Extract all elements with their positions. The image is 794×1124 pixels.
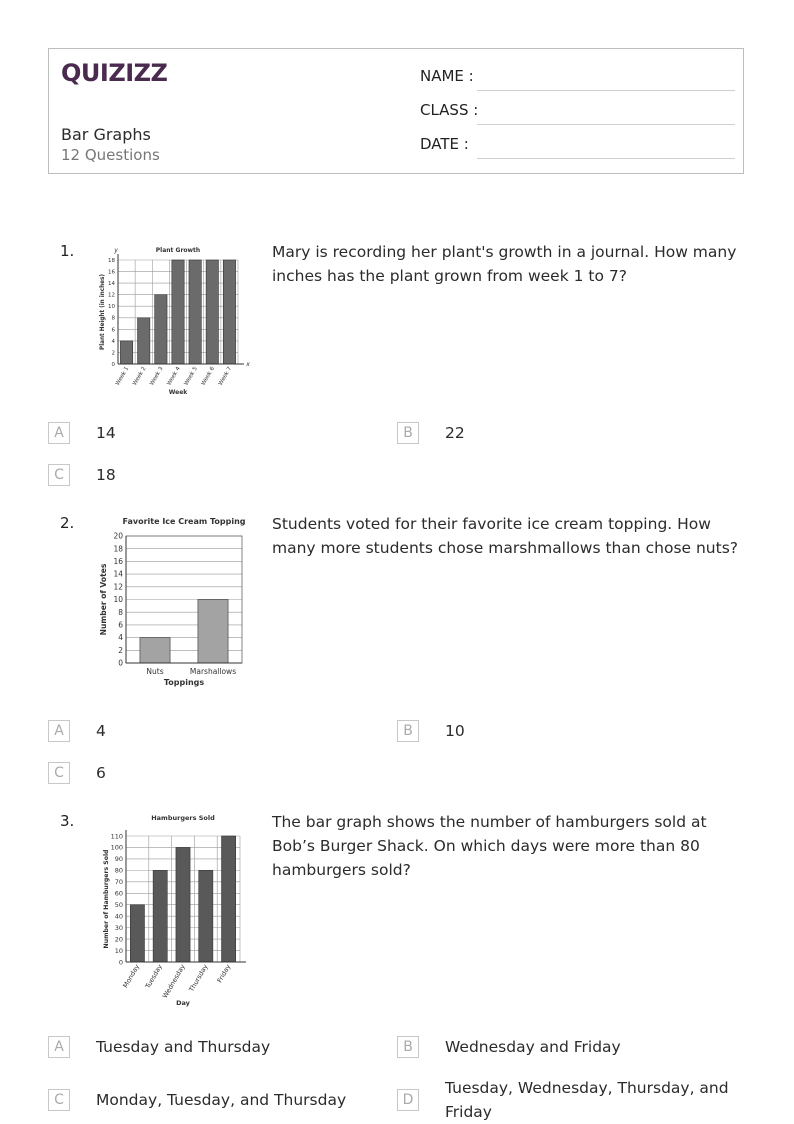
hamburgers-sold-chart [98, 808, 258, 1013]
bar [120, 341, 132, 364]
name-line [477, 90, 735, 91]
x-tick-label: Nuts [146, 667, 164, 676]
x-tick-label: Week 7 [217, 366, 234, 387]
bar [223, 260, 235, 364]
bar [172, 260, 184, 364]
option-c-text[interactable]: 6 [96, 764, 106, 782]
ice-cream-topping-chart [96, 512, 256, 692]
y-tick-label: 70 [114, 878, 123, 887]
option-a-text[interactable]: 4 [96, 722, 106, 740]
x-tick-label: Tuesday [143, 963, 164, 990]
x-tick-label: Friday [215, 963, 233, 985]
option-d-box[interactable]: D [397, 1089, 419, 1111]
y-tick-label: 8 [111, 315, 115, 322]
x-tick-label: Week 2 [132, 366, 148, 387]
y-axis-letter: y [114, 247, 118, 254]
y-tick-label: 80 [114, 866, 123, 875]
x-tick-label: Thursday [187, 963, 210, 994]
option-b-box[interactable]: B [397, 422, 419, 444]
name-label: NAME : [420, 67, 474, 85]
date-line [477, 158, 735, 159]
y-axis-label: Number of Hamburgers Sold [103, 849, 110, 949]
question-number: 3. [60, 812, 75, 830]
option-c-text[interactable]: 18 [96, 466, 116, 484]
option-c-box[interactable]: C [48, 762, 70, 784]
y-tick-label: 4 [118, 633, 123, 643]
x-axis-letter: x [246, 361, 250, 368]
name-field[interactable] [420, 67, 735, 91]
x-tick-label: Week 1 [114, 366, 131, 387]
option-b-box[interactable]: B [397, 1036, 419, 1058]
x-tick-label: Week 5 [183, 366, 199, 387]
date-field[interactable] [420, 135, 735, 159]
bar [222, 836, 236, 962]
bar [206, 260, 218, 364]
x-axis-label: Week [168, 389, 188, 396]
option-a-text[interactable]: Tuesday and Thursday [96, 1038, 271, 1056]
y-tick-label: 8 [118, 607, 123, 617]
y-tick-label: 50 [114, 901, 123, 910]
y-tick-label: 10 [114, 946, 123, 955]
option-a-box[interactable]: A [48, 720, 70, 742]
y-tick-label: 12 [108, 292, 115, 299]
x-tick-label: Week 4 [166, 366, 182, 387]
worksheet-header [48, 48, 744, 174]
date-label: DATE : [420, 135, 469, 153]
y-tick-label: 60 [114, 889, 123, 898]
bar [176, 847, 190, 962]
y-tick-label: 20 [113, 531, 123, 541]
y-tick-label: 16 [113, 557, 123, 567]
question-text: Students voted for their favorite ice cream topping. How many more students chose marshmallows than chose nuts? [272, 515, 739, 557]
question-text: Mary is recording her plant's growth in a journal. How many inches has the plant grown from week 1 to 7? [272, 243, 737, 285]
y-tick-label: 20 [114, 935, 123, 944]
x-tick-label: Wednesday [160, 963, 187, 1000]
option-c-text[interactable]: Monday, Tuesday, and Thursday [96, 1091, 347, 1109]
chart-title: Hamburgers Sold [151, 814, 215, 822]
bar [189, 260, 201, 364]
y-tick-label: 10 [108, 304, 115, 311]
bar [138, 318, 150, 364]
question-count: 12 Questions [61, 146, 160, 164]
chart-title: Plant Growth [155, 247, 201, 254]
worksheet-title: Bar Graphs [61, 125, 151, 144]
class-field[interactable] [420, 101, 735, 125]
y-axis-label: Number of Votes [99, 563, 108, 636]
y-tick-label: 110 [110, 832, 123, 841]
class-line [477, 124, 735, 125]
y-tick-label: 40 [114, 912, 123, 921]
x-axis-label: Toppings [163, 678, 205, 687]
option-b-text[interactable]: 22 [445, 424, 465, 442]
plant-growth-chart [96, 242, 256, 402]
bar [199, 870, 213, 962]
y-tick-label: 6 [118, 620, 123, 630]
option-a-box[interactable]: A [48, 422, 70, 444]
y-tick-label: 10 [113, 595, 123, 605]
question-number: 2. [60, 514, 75, 532]
option-c-box[interactable]: C [48, 1089, 70, 1111]
option-b-text[interactable]: 10 [445, 722, 465, 740]
option-a-text[interactable]: 14 [96, 424, 116, 442]
option-d-text[interactable]: Tuesday, Wednesday, Thursday, and Friday [445, 1079, 729, 1121]
option-a-box[interactable]: A [48, 1036, 70, 1058]
y-tick-label: 14 [108, 281, 115, 288]
y-tick-label: 16 [108, 269, 115, 276]
question-number: 1. [60, 242, 75, 260]
x-tick-label: Week 6 [200, 366, 217, 387]
y-tick-label: 2 [111, 350, 115, 357]
y-tick-label: 0 [111, 361, 115, 368]
option-b-box[interactable]: B [397, 720, 419, 742]
y-tick-label: 0 [118, 958, 123, 967]
bar [140, 638, 170, 663]
y-tick-label: 18 [108, 257, 115, 264]
x-axis-label: Day [176, 999, 190, 1007]
y-tick-label: 30 [114, 923, 123, 932]
y-tick-label: 12 [113, 582, 123, 592]
bar [198, 600, 228, 664]
bar [130, 905, 144, 962]
y-tick-label: 14 [113, 569, 123, 579]
bar [153, 870, 167, 962]
y-tick-label: 2 [118, 645, 123, 655]
y-tick-label: 4 [111, 338, 115, 345]
option-c-box[interactable]: C [48, 464, 70, 486]
y-axis-label: Plant Height (in inches) [100, 274, 106, 350]
x-tick-label: Marshallows [189, 667, 237, 676]
question-text: The bar graph shows the number of hamburgers sold at Bob’s Burger Shack. On which days were more than 80 hamburgers sold? [272, 813, 707, 879]
class-label: CLASS : [420, 101, 479, 119]
x-tick-label: Monday [121, 963, 142, 990]
quizizz-logo: QUIZIZZ [61, 59, 168, 87]
chart-title: Favorite Ice Cream Topping [122, 517, 246, 526]
bar [155, 295, 167, 364]
y-tick-label: 18 [113, 544, 123, 554]
x-tick-label: Week 3 [149, 366, 165, 387]
y-tick-label: 90 [114, 855, 123, 864]
option-b-text[interactable]: Wednesday and Friday [445, 1038, 621, 1056]
y-tick-label: 0 [118, 658, 123, 668]
y-tick-label: 6 [111, 327, 115, 334]
y-tick-label: 100 [110, 843, 123, 852]
